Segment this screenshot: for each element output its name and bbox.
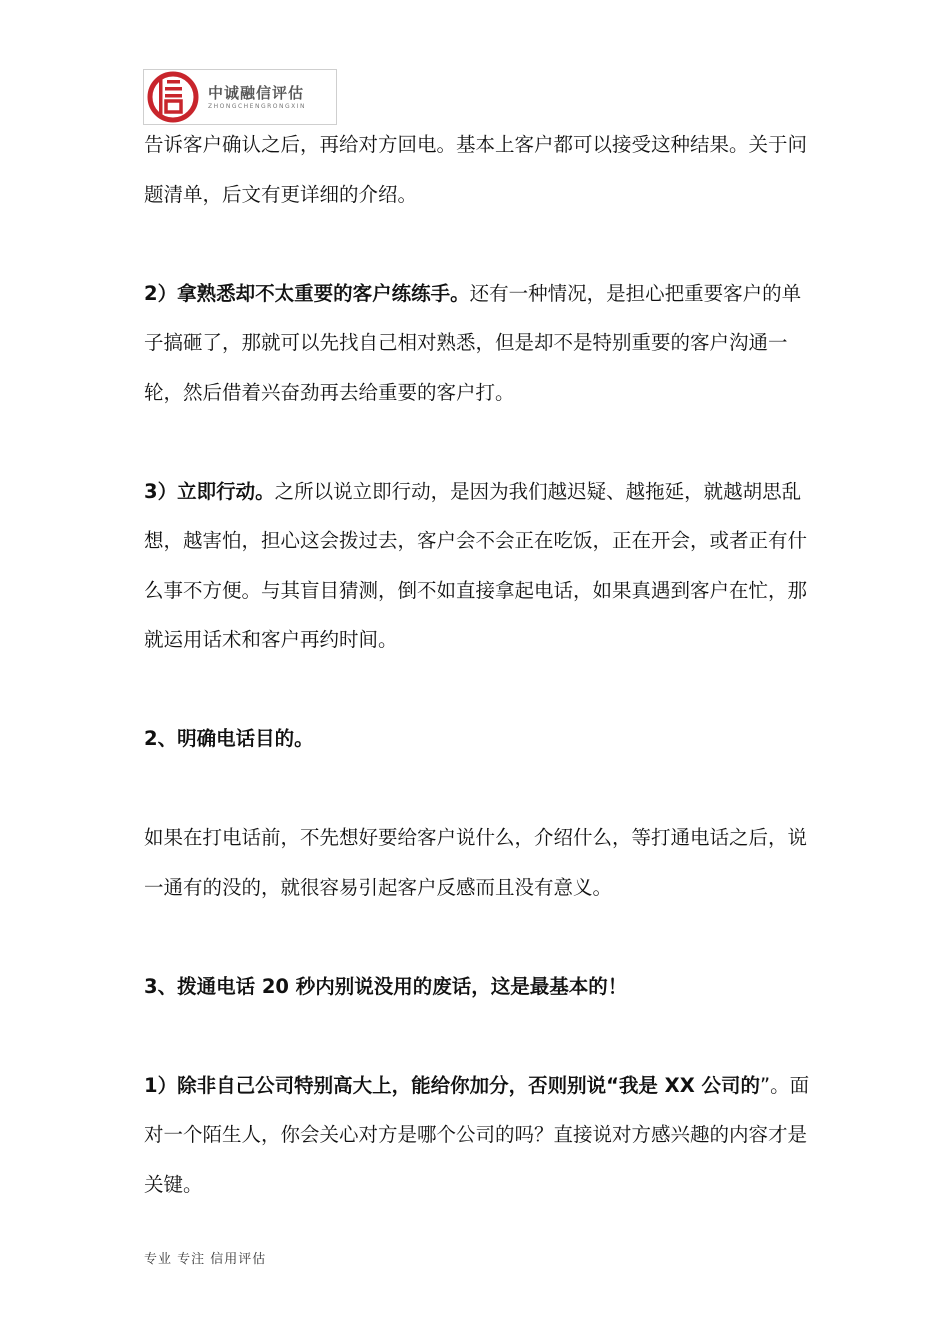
paragraph-1 xyxy=(144,120,812,219)
section-heading-3 xyxy=(144,962,812,1012)
paragraph-heading: 3）立即行动。 xyxy=(144,479,275,503)
page-footer: 专业 专注 信用评估 xyxy=(144,1252,267,1267)
paragraph-heading: 1）除非自己公司特别高大上，能给你加分，否则别说“我是 XX 公司的 xyxy=(144,1073,761,1097)
section-heading-2 xyxy=(144,714,812,764)
document-body xyxy=(144,120,812,1209)
paragraph-text: 之所以说立即行动，是因为我们越迟疑、越拖延，就越胡思乱想，越害怕，担心这会拨过去，客户会不会正在吃饭，正在开会，或者正有什么事不方便。与其盲目猜测，倒不如直接拿起电话，如果真遇到客户在忙，那就运用话术和客户再约时间。 xyxy=(144,479,808,651)
logo-name-cn: 中诚融信评估 xyxy=(208,83,305,102)
xin-seal-icon xyxy=(146,70,202,124)
paragraph-heading: 2、明确电话目的。 xyxy=(144,727,314,750)
paragraph-3 xyxy=(144,467,812,665)
paragraph-heading: 3、拨通电话 20 秒内别说没用的废话，这是最基本的！ xyxy=(144,974,628,998)
paragraph-2 xyxy=(144,269,812,418)
paragraph-4 xyxy=(144,813,812,912)
paragraph-text: 如果在打电话前，不先想好要给客户说什么，介绍什么，等打通电话之后，说一通有的没的，就很容易引起客户反感而且没有意义。 xyxy=(144,826,808,899)
paragraph-text: 还有一种情况，是担心把重要客户的单子搞砸了，那就可以先找自己相对熟悉，但是却不是特别重要的客户沟通一轮，然后借着兴奋劲再去给重要的客户打。 xyxy=(144,281,802,404)
paragraph-5 xyxy=(144,1061,812,1210)
company-logo xyxy=(143,69,337,125)
paragraph-text: 告诉客户确认之后，再给对方回电。基本上客户都可以接受这种结果。关于问题清单，后文有更详细的介绍。 xyxy=(144,133,808,206)
paragraph-heading: 2）拿熟悉却不太重要的客户练练手。 xyxy=(144,281,470,305)
logo-name-en: ZHONGCHENGRONGXIN xyxy=(208,102,307,110)
paragraph-text: ”。面对一个陌生人，你会关心对方是哪个公司的吗？直接说对方感兴趣的内容才是关键。 xyxy=(144,1073,810,1196)
logo-text xyxy=(208,84,306,111)
